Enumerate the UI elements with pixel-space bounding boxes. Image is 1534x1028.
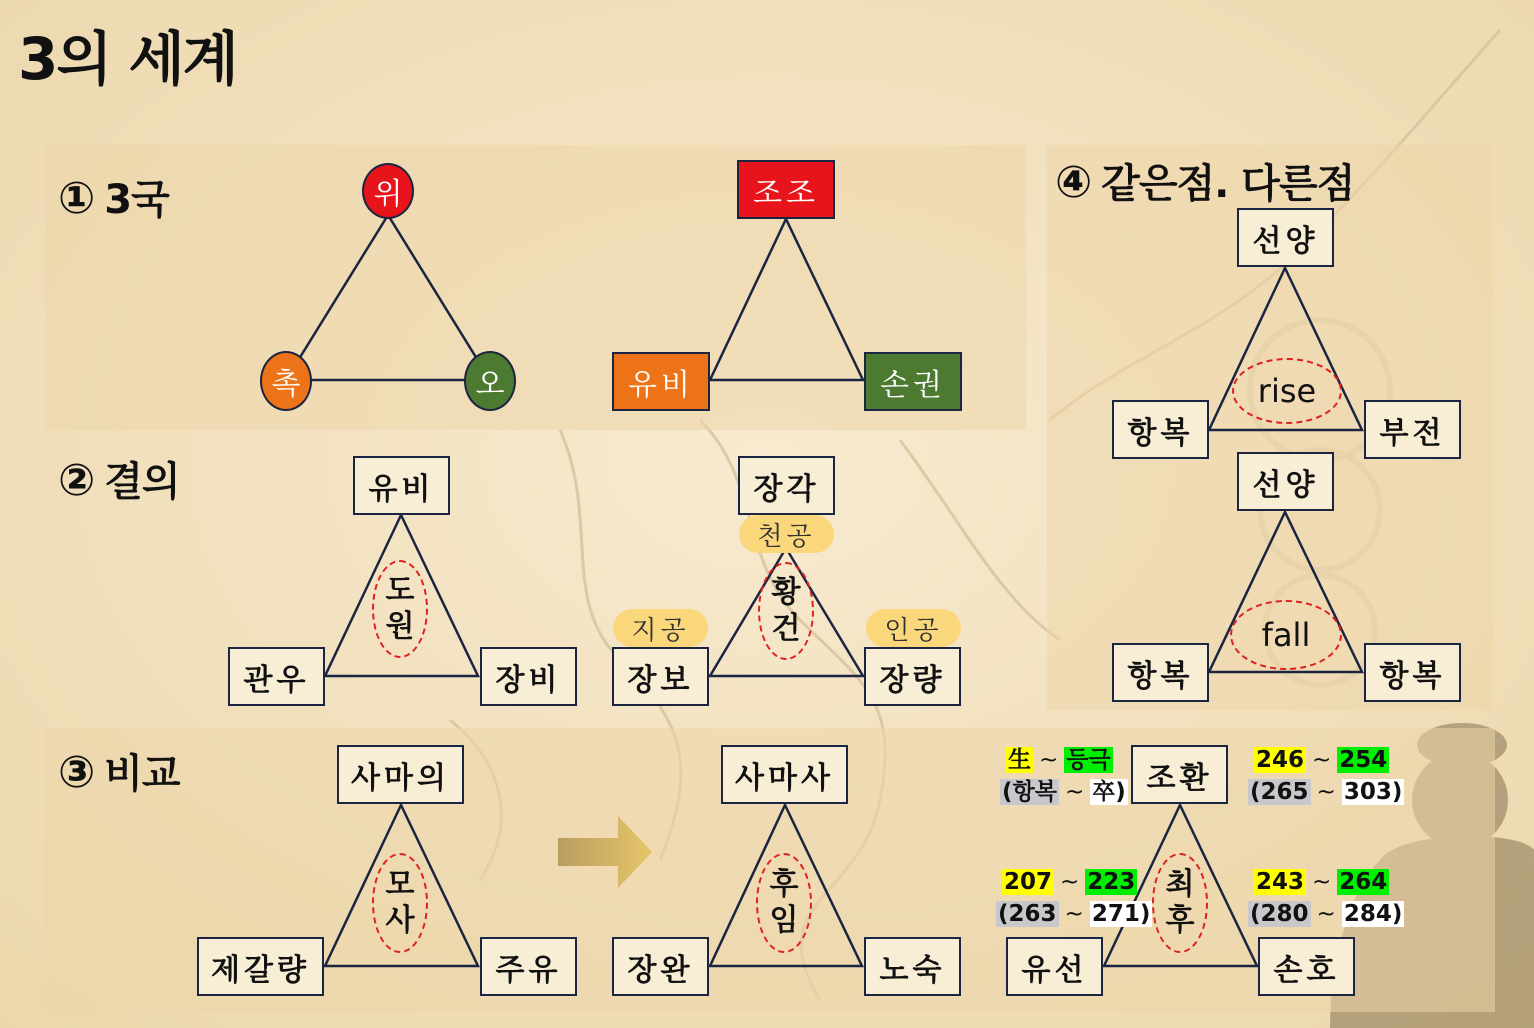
compare-b-left-box: 장완 — [612, 937, 709, 996]
fall-top-box: 선양 — [1237, 452, 1334, 511]
note-mid-right-b: 264 — [1339, 869, 1388, 895]
fall-center-oval: fall — [1230, 600, 1342, 670]
section-4-number: ④ — [1055, 157, 1092, 208]
compare-b-top-box: 사마사 — [721, 745, 848, 804]
yellow-tag-left: 지공 — [613, 609, 708, 647]
yellow-center-2: 건 — [771, 611, 801, 646]
fall-right-box: 항복 — [1364, 643, 1461, 702]
note-tilde: ~ — [1039, 747, 1059, 773]
note-mid-right-c: (280 — [1250, 901, 1309, 927]
oath-center-1: 도 — [385, 573, 415, 608]
note-mid-right-d: 284) — [1343, 901, 1403, 927]
note-mid-left-d: 271) — [1091, 901, 1151, 927]
oath-right-box: 장비 — [480, 647, 577, 706]
ruler-top-box: 조조 — [737, 160, 835, 219]
oath-left-box: 관우 — [228, 647, 325, 706]
compare-a-top-box: 사마의 — [337, 745, 464, 804]
note-top-right-a: 246 — [1256, 747, 1305, 773]
section-2-label: 결의 — [104, 459, 180, 505]
note-tilde: ~ — [1316, 779, 1336, 805]
note-tilde: ~ — [1312, 869, 1332, 895]
note-top-left-a: 生 — [1008, 747, 1031, 773]
fall-left-box: 항복 — [1112, 643, 1209, 702]
note-top-right-d: 303) — [1343, 779, 1403, 805]
yellow-center-oval — [758, 562, 814, 660]
rise-center-oval: rise — [1232, 358, 1342, 424]
note-tilde: ~ — [1060, 869, 1080, 895]
yellow-tag-right: 인공 — [866, 609, 961, 647]
compare-c-center-oval — [1152, 853, 1208, 953]
note-top-right-b: 254 — [1339, 747, 1388, 773]
section-2-number: ② — [58, 455, 95, 506]
note-top-left-d: 卒) — [1092, 779, 1126, 805]
compare-a-center-oval — [372, 853, 428, 953]
compare-c-top-box: 조환 — [1131, 745, 1228, 804]
yellow-tag-top: 천공 — [739, 515, 834, 553]
rise-left-box: 항복 — [1112, 400, 1209, 459]
note-mid-left-c: (263 — [998, 901, 1057, 927]
section-4-label: 같은점. 다른점 — [1101, 161, 1355, 207]
note-tilde: ~ — [1064, 779, 1085, 805]
yellow-top-box: 장각 — [738, 456, 835, 515]
compare-c-left-box: 유선 — [1006, 937, 1103, 996]
compare-a-center-2: 사 — [385, 903, 415, 938]
note-mid-left-a: 207 — [1004, 869, 1053, 895]
oath-top-box: 유비 — [353, 456, 450, 515]
page-title: 3의 세계 — [18, 25, 237, 93]
rise-right-box: 부전 — [1364, 400, 1461, 459]
note-mid-right-a: 243 — [1256, 869, 1305, 895]
ruler-right-box: 손권 — [864, 352, 962, 411]
compare-a-left-box: 제갈량 — [197, 937, 324, 996]
compare-c-right-box: 손호 — [1258, 937, 1355, 996]
oath-center-2: 원 — [385, 609, 415, 644]
note-tilde: ~ — [1064, 901, 1084, 927]
compare-c-center-1: 최 — [1165, 867, 1195, 902]
rise-top-box: 선양 — [1237, 208, 1334, 267]
note-tilde: ~ — [1316, 901, 1336, 927]
yellow-center-1: 황 — [771, 575, 801, 610]
section-1-label: 3국 — [104, 177, 169, 223]
compare-a-center-1: 모 — [385, 867, 415, 902]
compare-c-center-2: 후 — [1165, 903, 1195, 938]
note-top-left-c: (항복 — [1002, 779, 1057, 805]
ruler-left-box: 유비 — [612, 352, 710, 411]
compare-a-right-box: 주유 — [480, 937, 577, 996]
triangle-rulers — [710, 219, 863, 380]
compare-b-center-1: 후 — [769, 867, 799, 902]
triangle-kingdoms — [286, 215, 490, 380]
kingdom-wei-node: 위 — [362, 163, 414, 219]
compare-b-center-oval — [756, 853, 812, 953]
note-mid-left-b: 223 — [1087, 869, 1136, 895]
kingdom-wu-node: 오 — [464, 351, 516, 411]
note-mid-right — [1248, 866, 1404, 930]
oath-center-oval — [372, 560, 428, 658]
compare-b-center-2: 임 — [769, 903, 799, 938]
note-top-right — [1248, 744, 1404, 808]
note-mid-left — [996, 866, 1152, 930]
section-1-number: ① — [58, 173, 95, 224]
yellow-right-box: 장량 — [864, 647, 961, 706]
yellow-left-box: 장보 — [612, 647, 709, 706]
note-top-left-b: 등극 — [1066, 747, 1111, 773]
note-top-left — [1000, 744, 1128, 808]
compare-b-right-box: 노숙 — [864, 937, 961, 996]
kingdom-shu-node: 촉 — [260, 351, 312, 411]
section-3-label: 비교 — [104, 751, 180, 797]
note-top-right-c: (265 — [1250, 779, 1309, 805]
section-3-number: ③ — [58, 747, 95, 798]
note-tilde: ~ — [1312, 747, 1332, 773]
